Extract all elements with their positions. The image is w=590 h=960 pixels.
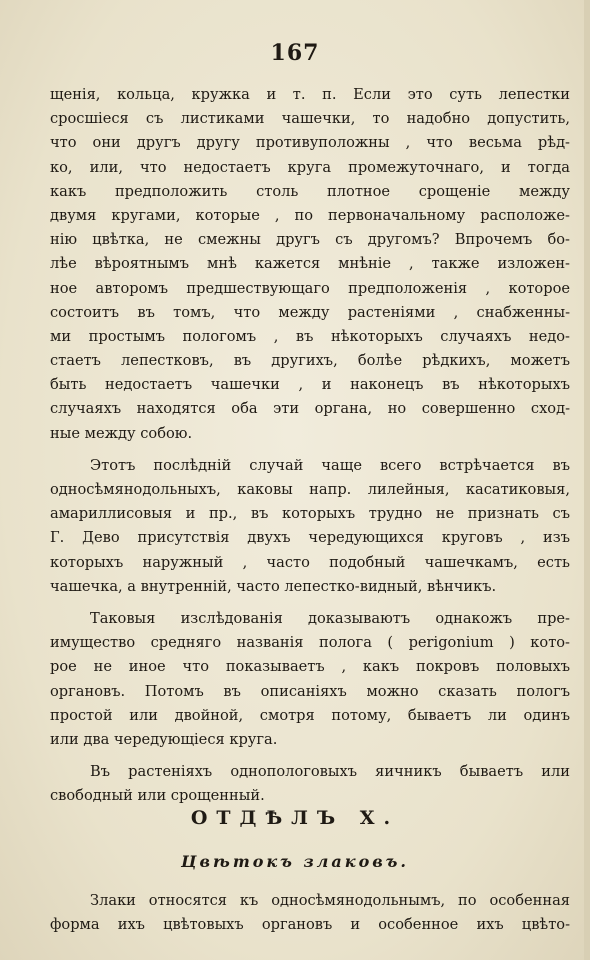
text-line: ко, или, что недостаетъ круга промежуточнаго, и тогда xyxy=(50,158,570,176)
text-line: Этотъ послѣдній случай чаще всего встрѣчается въ xyxy=(90,456,570,474)
text-line: ми простымъ пологомъ , въ нѣкоторыхъ случаяхъ недо- xyxy=(50,327,570,345)
text-line: лѣе вѣроятнымъ мнѣ кажется мнѣніе , также изложен- xyxy=(50,255,570,273)
text-line: ное авторомъ предшествующаго предположенія , которое xyxy=(50,279,570,297)
text-line: Таковыя изслѣдованія доказываютъ однакожъ пре- xyxy=(90,609,570,627)
text-line: Въ растеніяхъ однопологовыхъ яичникъ бываетъ или xyxy=(90,763,570,781)
text-line: сросшіеся съ листиками чашечки, то надобно допустить, xyxy=(50,110,570,128)
text-line: ные между собою. xyxy=(50,424,193,442)
paragraph-2 xyxy=(50,454,570,599)
text-line: или два чередующіеся круга. xyxy=(50,730,278,748)
text-line: что они другъ другу противуположны , что весьма рѣд- xyxy=(50,134,570,152)
text-line: имущество средняго названія полога ( perigonium ) кото- xyxy=(50,634,570,652)
text-line: Злаки относятся къ односѣмянодольнымъ, по особенная xyxy=(90,892,570,909)
text-line: состоитъ въ томъ, что между растеніями , снабженны- xyxy=(50,303,570,321)
text-line: форма ихъ цвѣтовыхъ органовъ и особенное ихъ цвѣто- xyxy=(50,916,570,934)
page-number: 167 xyxy=(270,40,320,66)
text-line: односѣмянодольныхъ, каковы напр. лилейныя, касатиковыя, xyxy=(50,481,570,498)
paragraph-5 xyxy=(50,889,570,937)
text-line: которыхъ наружный , часто подобный чашечкамъ, есть xyxy=(50,553,570,571)
text-line: простой или двойной, смотря потому, бываетъ ли одинъ xyxy=(50,706,570,724)
body-text xyxy=(50,83,570,816)
paragraph-3 xyxy=(50,607,570,752)
text-line: быть недостаетъ чашечки , и наконецъ въ нѣкоторыхъ xyxy=(50,376,570,394)
text-line: стаетъ лепестковъ, въ другихъ, болѣе рѣдкихъ, можетъ xyxy=(50,352,570,370)
text-line: свободный или срощенный. xyxy=(50,787,265,805)
paragraph-1 xyxy=(50,83,570,446)
text-line: щенія, кольца, кружка и т. п. Если это суть лепестки xyxy=(50,86,570,103)
section-subtitle: Цвѣтокъ злаковъ. xyxy=(181,852,409,871)
text-line: рое не иное что показываетъ , какъ покровъ половыхъ xyxy=(50,658,570,676)
paragraph-4 xyxy=(50,760,570,808)
text-line: чашечка, а внутренній, часто лепестко-видный, вѣнчикъ. xyxy=(50,577,497,595)
text-line: амариллисовыя и пр., въ которыхъ трудно не признать съ xyxy=(50,505,570,523)
text-line: случаяхъ находятся оба эти органа, но совершенно сход- xyxy=(50,400,570,418)
text-line: Г. Дево присутствія двухъ чередующихся круговъ , изъ xyxy=(50,529,570,547)
text-line: какъ предположить столь плотное срощеніе между xyxy=(50,182,570,200)
text-line: двумя кругами, которые , по первоначальному расположе- xyxy=(50,206,570,224)
text-line: органовъ. Потомъ въ описаніяхъ можно сказать пологъ xyxy=(50,682,570,700)
text-line: нію цвѣтка, не смежны другъ съ другомъ? Впрочемъ бо- xyxy=(50,231,570,249)
section-title: ОТДѢЛЪ X. xyxy=(190,807,400,829)
